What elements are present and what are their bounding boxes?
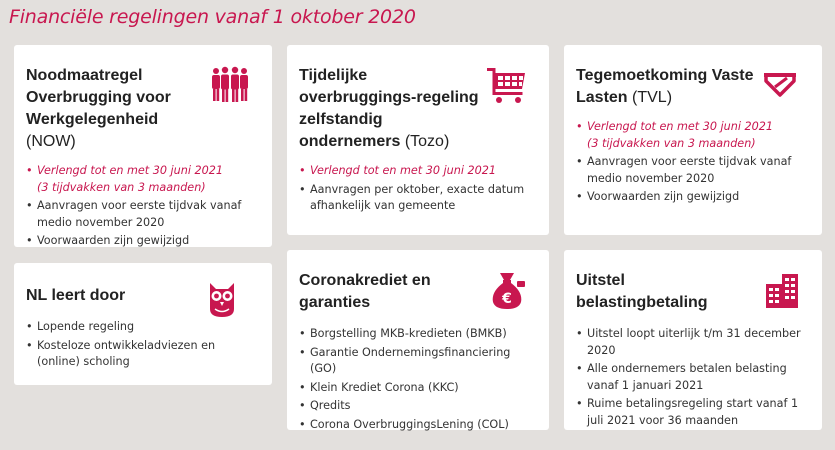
- list-item: • Verlengd tot en met 30 juni 2021 (3 tijdvakken van 3 maanden): [576, 119, 808, 152]
- list-item: • Aanvragen per oktober, exacte datum afhankelijk van gemeente: [299, 182, 535, 215]
- bullet-list: [576, 326, 808, 429]
- list-item: • Borgstelling MKB-kredieten (BMKB): [299, 326, 535, 343]
- page-title: Financiële regelingen vanaf 1 oktober 2020: [9, 6, 416, 28]
- shopping-cart-icon: [487, 65, 527, 105]
- list-item: • Voorwaarden zijn gewijzigd: [26, 233, 258, 250]
- people-group-icon: [210, 65, 250, 105]
- card-title: Uitstel belastingbetaling: [576, 272, 708, 311]
- card-title: NL leert door: [26, 287, 126, 304]
- card-title: Tijdelijke overbruggings-regeling zelfstandig ondernemers (Tozo): [299, 67, 479, 150]
- card-tozo: [287, 45, 549, 235]
- card-title: Tegemoetkoming Vaste Lasten (TVL): [576, 67, 754, 106]
- list-item: • Kosteloze ontwikkeladviezen en (online) scholing: [26, 338, 258, 371]
- list-item: • Qredits: [299, 398, 535, 415]
- svg-text:€: €: [502, 291, 512, 307]
- list-item: • Aanvragen voor eerste tijdvak vanaf medio november 2020: [26, 198, 258, 231]
- euro-money-bag-icon: [487, 270, 527, 310]
- card-title: Coronakrediet en garanties: [299, 272, 431, 311]
- card-uitstel-belastingbetaling: [564, 250, 822, 430]
- card-nl-leert-door: [14, 263, 272, 385]
- list-item: • Garantie Ondernemingsfinanciering (GO): [299, 345, 535, 378]
- price-tag-icon: [760, 65, 800, 105]
- card-title: Noodmaatregel Overbrugging voor Werkgelegenheid (NOW): [26, 67, 171, 150]
- list-item: • Verlengd tot en met 30 juni 2021 (3 tijdvakken van 3 maanden): [26, 163, 258, 196]
- list-item: • Corona OverbruggingsLening (COL): [299, 417, 535, 434]
- office-building-icon: [762, 270, 802, 310]
- owl-icon: [202, 279, 242, 319]
- list-item: • Aanvragen voor eerste tijdvak vanaf medio november 2020: [576, 154, 808, 187]
- list-item: • Verlengd tot en met 30 juni 2021: [299, 163, 535, 180]
- bullet-list: [299, 163, 535, 215]
- bullet-list: [576, 119, 808, 206]
- list-item: • Klein Krediet Corona (KKC): [299, 380, 535, 397]
- list-item: • Ruime betalingsregeling start vanaf 1 juli 2021 voor 36 maanden: [576, 396, 808, 429]
- card-now: [14, 45, 272, 247]
- card-tvl: [564, 45, 822, 235]
- bullet-list: [26, 319, 258, 371]
- list-item: • Uitstel loopt uiterlijk t/m 31 december 2020: [576, 326, 808, 359]
- bullet-list: [26, 163, 258, 250]
- card-coronakrediet: [287, 250, 549, 430]
- list-item: • Voorwaarden zijn gewijzigd: [576, 189, 808, 206]
- bullet-list: [299, 326, 535, 433]
- list-item: • Lopende regeling: [26, 319, 258, 336]
- list-item: • Alle ondernemers betalen belasting vanaf 1 januari 2021: [576, 361, 808, 394]
